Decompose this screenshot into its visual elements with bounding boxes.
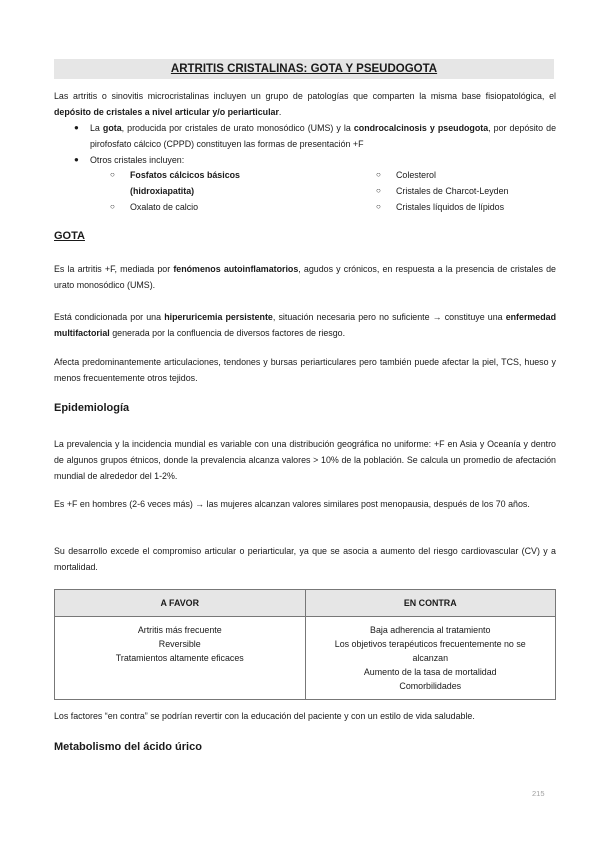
intro-paragraph: Las artritis o sinovitis microcristalinas incluyen un grupo de patologías que comparten la misma base fisiopatológica, el depósito de cristales a nivel articular y/o periarticular. xyxy=(54,91,556,117)
bullet-icon: ● xyxy=(74,123,79,132)
gota-paragraph-2: Está condicionada por una hiperuricemia persistente, situación necesaria pero no suficiente → constituye una enfermedad multifactorial generada por la confluencia de diversos factores de riesgo. xyxy=(54,312,557,338)
list-item: Artritis más frecuente xyxy=(137,625,222,635)
circle-bullet-icon: ○ xyxy=(110,202,115,211)
document-page: ARTRITIS CRISTALINAS: GOTA Y PSEUDOGOTA Las artritis o sinovitis microcristalinas incluyen un grupo de patologías que comparten la misma base fisiopatológica, el depósito de cristales a nivel articular y/o periarticular. ● La gota, producida por cristales de urato monosódico (UMS) y la condrocalcinosis y pseudogota, por depósito de pirofosfato cálcico (CPPD) constituyen las formas de presentación +F ● Otros cristales incluyen: ○ Fosfatos cálcicos básicos (hidroxiapatita) ○ Oxalato de calcio ○ Colesterol ○ Cristales de Charcot-Leyden ○ Cristales líquidos de lípidos GOTA Es la artritis +F, mediada por fenómenos autoinflamatorios, agudos y crónicos, en respuesta a la presencia de cristales de urato monosódico (UMS). Está condicionada por una hiperuricemia persistente, situación necesaria pero no suficiente → constituye una enfermedad multifactorial generada por la confluencia de diversos factores de riesgo. Afecta predominantemente articulaciones, tendones y bursas periarticulares pero también puede afectar la piel, TCS, hueso y menos frecuentemente otros tejidos. Epidemiología La prevalencia y la incidencia mundial es variable con una distribución geográfica no uniforme: +F en Asia y Oceanía y dentro de algunos grupos étnicos, donde la prevalencia alcanza valores > 10% de la población. Se calcula un promedio de afectación mundial de alrededor del 1-2%. Es +F en hombres (2-6 veces más) → las mujeres alcanzan valores similares post menopausia, después de los 70 años. Su desarrollo excede el compromiso articular o periarticular, ya que se asocia a aumento del riesgo cardiovascular (CV) y a mortalidad. A FAVOR EN CONTRA Artritis más frecuente Reversible Tratamientos altamente eficaces Baja adherencia al tratamiento Los objetivos terapéuticos frecuentemente no se alcanzan Aumento de la tasa de mortalidad Comorbilidades Los factores “en contra” se podrían revertir con la educación del paciente y con un estilo de vida saludable. Metabolismo del ácido úrico 215 xyxy=(0,0,600,848)
table-header-favor: A FAVOR xyxy=(55,590,306,617)
list-item: Tratamientos altamente eficaces xyxy=(115,653,244,663)
gota-paragraph-1: Es la artritis +F, mediada por fenómenos autoinflamatorios, agudos y crónicos, en respuesta a la presencia de cristales de urato monosódico (UMS). xyxy=(54,264,556,290)
bullet-gota: ● La gota, producida por cristales de urato monosódico (UMS) y la condrocalcinosis y pseudogota, por depósito de pirofosfato cálcico (CPPD) constituyen las formas de presentación +F xyxy=(54,120,556,152)
gota-paragraph-3: Afecta predominantemente articulaciones, tendones y bursas periarticulares pero también puede afectar la piel, TCS, hueso y menos frecuentemente otros tejidos. xyxy=(54,357,556,383)
epi-paragraph-2: Es +F en hombres (2-6 veces más) → las mujeres alcanzan valores similares post menopausia, después de los 70 años. xyxy=(54,499,530,509)
bullet-otros: ● Otros cristales incluyen: xyxy=(54,152,556,168)
page-title: ARTRITIS CRISTALINAS: GOTA Y PSEUDOGOTA xyxy=(170,63,438,75)
table-row xyxy=(55,617,556,700)
list-item: Aumento de la tasa de mortalidad xyxy=(363,667,497,677)
circle-bullet-icon: ○ xyxy=(376,170,381,179)
after-table-paragraph: Los factores “en contra” se podrían revertir con la educación del paciente y con un estilo de vida saludable. xyxy=(54,711,475,721)
page-number: 215 xyxy=(532,789,545,798)
contra-cell xyxy=(305,617,556,700)
epi-paragraph-3: Su desarrollo excede el compromiso articular o periarticular, ya que se asocia a aumento del riesgo cardiovascular (CV) y a mortalidad. xyxy=(54,546,556,572)
section-heading-gota: GOTA xyxy=(54,230,85,242)
circle-bullet-icon: ○ xyxy=(376,186,381,195)
circle-bullet-icon: ○ xyxy=(376,202,381,211)
pros-cons-table xyxy=(54,589,556,700)
circle-bullet-icon: ○ xyxy=(110,170,115,179)
table-header-row xyxy=(55,590,556,617)
bullet-icon: ● xyxy=(74,155,79,164)
section-heading-epidemiologia: Epidemiología xyxy=(54,402,130,414)
title-bar xyxy=(54,59,554,79)
list-item: Reversible xyxy=(158,639,201,649)
list-item: Baja adherencia al tratamiento xyxy=(370,625,491,635)
section-heading-metabolismo: Metabolismo del ácido úrico xyxy=(54,741,202,753)
list-item: Los objetivos terapéuticos frecuentemente no se alcanzan xyxy=(334,639,526,663)
favor-cell xyxy=(55,617,306,700)
epi-paragraph-1: La prevalencia y la incidencia mundial es variable con una distribución geográfica no uniforme: +F en Asia y Oceanía y dentro de algunos grupos étnicos, donde la prevalencia alcanza valores > 10% de la población. Se calcula un promedio de afectación mundial de alrededor del 1-2%. xyxy=(54,439,556,481)
table-header-contra: EN CONTRA xyxy=(305,590,556,617)
list-item: Comorbilidades xyxy=(399,681,462,691)
